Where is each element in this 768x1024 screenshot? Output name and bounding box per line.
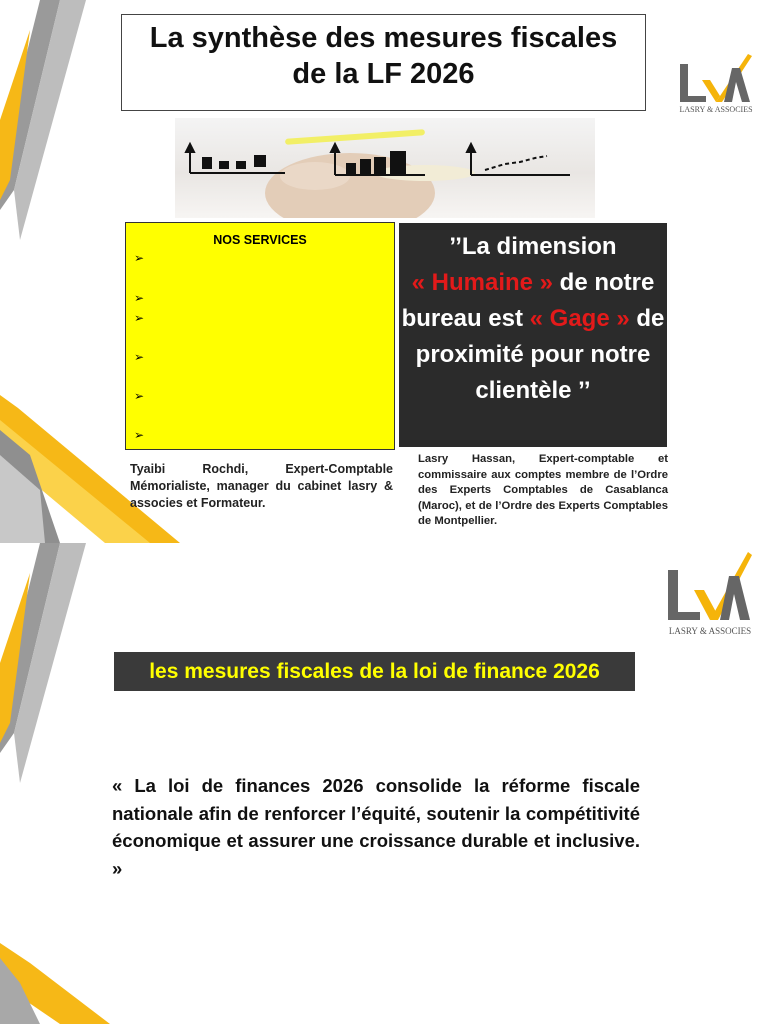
quote-highlight-humaine: « Humaine » <box>411 269 554 296</box>
charts-drawing-image <box>175 118 595 218</box>
quote-part-1: ’’La dimension <box>449 233 617 260</box>
services-box <box>125 222 395 450</box>
finance-law-quote: « La loi de finances 2026 consolide la réforme fiscale nationale afin de renforcer l’équité, soutenir la compétitivité économique et assurer une croissance durable et inclusive. » <box>112 775 640 879</box>
lva-logo-icon <box>676 50 756 110</box>
person-bio-rochdi: Tyaibi Rochdi, Expert-Comptable Mémorialiste, manager du cabinet lasry & associes et Formateur. <box>130 462 393 510</box>
logo-caption: LASRY & ASSOCIES <box>668 626 752 636</box>
quote-part-5: de proximité pour notre clientèle ’’ <box>415 305 665 404</box>
slide-2 <box>0 543 768 1024</box>
title-line-2: de la LF 2026 <box>292 58 475 90</box>
service-bullet-6: ➢ <box>134 428 145 442</box>
person-bio-lasry: Lasry Hassan, Expert-comptable et commissaire aux comptes membre de l’Ordre des Experts Comptables de Casablanca (Maroc), et de l’Ordre des Experts Comptables de Montpellier. <box>418 453 668 527</box>
lva-logo-icon <box>664 548 756 628</box>
service-bullet-4: ➢ <box>134 350 145 364</box>
quote-highlight-gage: « Gage » <box>529 305 630 332</box>
service-bullet-2: ➢ <box>134 291 145 305</box>
service-bullet-1: ➢ <box>134 251 145 265</box>
logo-caption: LASRY & ASSOCIES <box>679 105 753 114</box>
section-title: les mesures fiscales de la loi de finance 2026 <box>114 652 635 691</box>
service-bullet-3: ➢ <box>134 311 145 325</box>
services-title: NOS SERVICES <box>213 233 307 247</box>
mission-quote <box>399 223 667 447</box>
quote-part-3: de notre bureau est <box>401 269 655 332</box>
title-line-1: La synthèse des mesures fiscales <box>149 22 618 54</box>
page-title <box>121 14 646 111</box>
hero-image <box>175 118 595 218</box>
company-logo <box>676 50 756 120</box>
service-bullet-5: ➢ <box>134 389 145 403</box>
company-logo <box>664 548 756 643</box>
